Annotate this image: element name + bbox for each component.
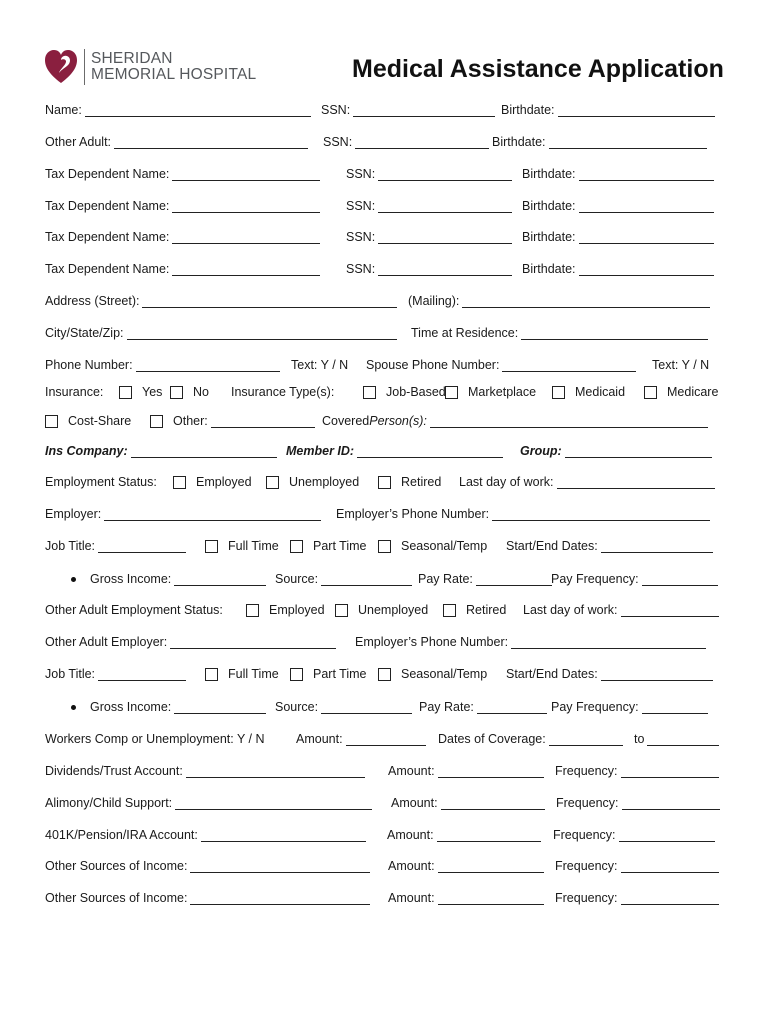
covered-persons-field[interactable] [430,414,708,428]
other-adult-part-time-checkbox[interactable] [290,668,303,681]
dates-of-coverage-label: Dates of Coverage: [438,732,546,746]
medicaid-checkbox[interactable] [552,386,565,399]
other-insurance-checkbox[interactable] [150,415,163,428]
other-adult-start-end-dates-field[interactable] [601,667,713,681]
insurance-label: Insurance: [45,385,104,399]
birthdate-label: Birthdate: [522,230,576,244]
other-sources-2-frequency-field[interactable] [621,891,719,905]
workers-comp-label: Workers Comp or Unemployment: Y / N [45,732,265,746]
employer-label: Employer: [45,507,102,521]
spouse-text-yn-option[interactable]: Text: Y / N [652,358,710,372]
other-adult-source-field[interactable] [321,700,412,714]
other-adult-seasonal-temp-checkbox[interactable] [378,668,391,681]
row-other-adult [45,135,725,153]
no-label: No [193,385,209,399]
retirement-label: 401K/Pension/IRA Account: [45,828,198,842]
employed-checkbox[interactable] [173,476,186,489]
retirement-amount-field[interactable] [437,828,541,842]
other-adult-birthdate-field[interactable] [549,135,707,149]
row-phone [45,358,725,376]
seasonal-temp-checkbox[interactable] [378,540,391,553]
row-alimony [45,796,725,814]
tax-dependent-2-ssn-field[interactable] [378,199,512,213]
employment-status-label: Employment Status: [45,475,157,489]
birthdate-field[interactable] [558,103,715,117]
job-based-checkbox[interactable] [363,386,376,399]
unemployed-label: Unemployed [358,603,429,617]
seasonal-temp-label: Seasonal/Temp [401,539,488,553]
row-insurance-company [45,444,725,462]
row-other-adult-employer [45,635,725,653]
dividends-label: Dividends/Trust Account: [45,764,183,778]
covered-label: Covered [322,414,370,428]
retirement-frequency-field[interactable] [619,828,715,842]
tax-dependent-label: Tax Dependent Name: [45,167,170,181]
ins-company-field[interactable] [131,444,277,458]
tax-dependent-4-field[interactable] [172,262,320,276]
group-field[interactable] [565,444,712,458]
retired-checkbox[interactable] [378,476,391,489]
tax-dependent-1-field[interactable] [172,167,320,181]
row-insurance [45,385,725,403]
coverage-end-field[interactable] [647,732,719,746]
tax-dependent-3-ssn-field[interactable] [378,230,512,244]
medicare-label: Medicare [667,385,719,399]
full-time-label: Full Time [228,539,279,553]
logo-divider [84,49,85,85]
retired-label: Retired [466,603,507,617]
row-workers-comp [45,732,725,750]
other-sources-1-frequency-field[interactable] [621,859,719,873]
bullet-icon [71,577,76,582]
other-adult-pay-frequency-field[interactable] [642,700,708,714]
row-other-adult-job-title [45,667,725,685]
other-insurance-field[interactable] [211,414,315,428]
other-sources-label: Other Sources of Income: [45,859,188,873]
pay-rate-field[interactable] [476,572,552,586]
tax-dependent-2-birthdate-field[interactable] [579,199,714,213]
logo-line-2: MEMORIAL HOSPITAL [91,66,257,83]
amount-label: Amount: [388,859,435,873]
row-tax-dependent-2 [45,199,725,217]
row-address [45,294,725,312]
row-employment-status [45,475,725,493]
spouse-phone-label: Spouse Phone Number: [366,358,500,372]
retirement-field[interactable] [201,828,366,842]
alimony-frequency-field[interactable] [622,796,720,810]
logo-text [91,51,256,83]
phone-number-label: Phone Number: [45,358,133,372]
birthdate-label: Birthdate: [522,167,576,181]
job-based-label: Job-Based [386,385,446,399]
other-adult-employer-phone-field[interactable] [511,635,706,649]
gross-income-label: Gross Income: [90,572,172,586]
member-id-label: Member ID: [286,444,355,458]
full-time-checkbox[interactable] [205,540,218,553]
ssn-label: SSN: [321,103,351,117]
amount-label: Amount: [388,891,435,905]
frequency-label: Frequency: [555,891,618,905]
ssn-label: SSN: [323,135,353,149]
employer-phone-label: Employer’s Phone Number: [355,635,509,649]
member-id-field[interactable] [357,444,503,458]
alimony-label: Alimony/Child Support: [45,796,173,810]
alimony-amount-field[interactable] [441,796,545,810]
insurance-yes-checkbox[interactable] [119,386,132,399]
last-day-label: Last day of work: [459,475,554,489]
job-title-label: Job Title: [45,667,96,681]
tax-dependent-label: Tax Dependent Name: [45,199,170,213]
gross-income-label: Gross Income: [90,700,172,714]
tax-dependent-3-birthdate-field[interactable] [579,230,714,244]
insurance-no-checkbox[interactable] [170,386,183,399]
ssn-label: SSN: [346,262,376,276]
row-gross-income [45,572,725,590]
unemployed-label: Unemployed [289,475,360,489]
source-label: Source: [275,572,319,586]
part-time-label: Part Time [313,539,367,553]
amount-label: Amount: [296,732,343,746]
row-other-sources-2 [45,891,725,909]
ssn-field[interactable] [353,103,495,117]
last-day-label: Last day of work: [523,603,618,617]
medicaid-label: Medicaid [575,385,626,399]
row-other-adult-gross-income [45,700,725,718]
text-yn-option[interactable]: Text: Y / N [291,358,349,372]
ssn-label: SSN: [346,167,376,181]
other-sources-1-amount-field[interactable] [438,859,544,873]
medicare-checkbox[interactable] [644,386,657,399]
other-label: Other: [173,414,208,428]
pay-frequency-field[interactable] [642,572,718,586]
job-title-label: Job Title: [45,539,96,553]
frequency-label: Frequency: [555,859,618,873]
employed-label: Employed [196,475,252,489]
mailing-label: (Mailing): [408,294,460,308]
birthdate-label: Birthdate: [522,262,576,276]
name-label: Name: [45,103,82,117]
other-adult-employed-checkbox[interactable] [246,604,259,617]
employer-phone-field[interactable] [492,507,710,521]
other-adult-last-day-field[interactable] [621,603,719,617]
other-adult-field[interactable] [114,135,308,149]
tax-dependent-4-birthdate-field[interactable] [579,262,714,276]
other-adult-pay-rate-field[interactable] [477,700,547,714]
other-adult-retired-checkbox[interactable] [443,604,456,617]
insurance-types-label: Insurance Type(s): [231,385,335,399]
spouse-phone-field[interactable] [502,358,636,372]
start-end-dates-label: Start/End Dates: [506,539,598,553]
frequency-label: Frequency: [553,828,616,842]
tax-dependent-label: Tax Dependent Name: [45,230,170,244]
start-end-dates-label: Start/End Dates: [506,667,598,681]
city-state-zip-label: City/State/Zip: [45,326,124,340]
employer-field[interactable] [104,507,321,521]
ins-company-label: Ins Company: [45,444,128,458]
other-adult-employer-label: Other Adult Employer: [45,635,168,649]
retired-label: Retired [401,475,442,489]
other-sources-2-field[interactable] [190,891,370,905]
tax-dependent-2-field[interactable] [172,199,320,213]
seasonal-temp-label: Seasonal/Temp [401,667,488,681]
dividends-frequency-field[interactable] [621,764,719,778]
tax-dependent-1-birthdate-field[interactable] [579,167,714,181]
last-day-field[interactable] [557,475,715,489]
row-tax-dependent-1 [45,167,725,185]
employed-label: Employed [269,603,325,617]
phone-number-field[interactable] [136,358,280,372]
frequency-label: Frequency: [555,764,618,778]
time-at-residence-field[interactable] [521,326,708,340]
ssn-label: SSN: [346,230,376,244]
gross-income-field[interactable] [174,572,266,586]
birthdate-label: Birthdate: [501,103,555,117]
other-adult-gross-income-field[interactable] [174,700,266,714]
bullet-icon [71,705,76,710]
unemployed-checkbox[interactable] [266,476,279,489]
marketplace-label: Marketplace [468,385,537,399]
row-other-adult-employment-status [45,603,725,621]
alimony-field[interactable] [175,796,372,810]
dividends-amount-field[interactable] [438,764,544,778]
source-label: Source: [275,700,319,714]
start-end-dates-field[interactable] [601,539,713,553]
persons-label: Person(s): [369,414,427,428]
pay-rate-label: Pay Rate: [418,572,473,586]
mailing-field[interactable] [462,294,710,308]
pay-frequency-label: Pay Frequency: [551,572,639,586]
row-dividends [45,764,725,782]
group-label: Group: [520,444,562,458]
other-adult-employment-status-label: Other Adult Employment Status: [45,603,223,617]
address-street-field[interactable] [142,294,397,308]
row-city-state-zip [45,326,725,344]
other-adult-full-time-checkbox[interactable] [205,668,218,681]
workers-comp-amount-field[interactable] [346,732,426,746]
tax-dependent-label: Tax Dependent Name: [45,262,170,276]
part-time-label: Part Time [313,667,367,681]
amount-label: Amount: [387,828,434,842]
row-tax-dependent-3 [45,230,725,248]
pay-frequency-label: Pay Frequency: [551,700,639,714]
other-sources-1-field[interactable] [190,859,370,873]
birthdate-label: Birthdate: [492,135,546,149]
row-tax-dependent-4 [45,262,725,280]
employer-phone-label: Employer’s Phone Number: [336,507,490,521]
cost-share-checkbox[interactable] [45,415,58,428]
pay-rate-label: Pay Rate: [419,700,474,714]
tax-dependent-3-field[interactable] [172,230,320,244]
other-sources-label: Other Sources of Income: [45,891,188,905]
marketplace-checkbox[interactable] [445,386,458,399]
job-title-field[interactable] [98,539,186,553]
other-adult-employer-field[interactable] [170,635,336,649]
address-street-label: Address (Street): [45,294,140,308]
other-adult-ssn-field[interactable] [355,135,489,149]
row-employer [45,507,725,525]
tax-dependent-4-ssn-field[interactable] [378,262,512,276]
birthdate-label: Birthdate: [522,199,576,213]
coverage-start-field[interactable] [549,732,623,746]
part-time-checkbox[interactable] [290,540,303,553]
cost-share-label: Cost-Share [68,414,132,428]
tax-dependent-1-ssn-field[interactable] [378,167,512,181]
other-adult-job-title-field[interactable] [98,667,186,681]
frequency-label: Frequency: [556,796,619,810]
source-field[interactable] [321,572,412,586]
other-adult-label: Other Adult: [45,135,112,149]
row-retirement [45,828,725,846]
yes-label: Yes [142,385,163,399]
other-adult-unemployed-checkbox[interactable] [335,604,348,617]
row-other-sources-1 [45,859,725,877]
dividends-field[interactable] [186,764,365,778]
other-sources-2-amount-field[interactable] [438,891,544,905]
heart-logo-icon [44,48,78,86]
name-field[interactable] [85,103,311,117]
row-job-title [45,539,725,557]
amount-label: Amount: [391,796,438,810]
row-cost-share [45,414,725,432]
to-label: to [634,732,645,746]
row-name [45,103,725,121]
amount-label: Amount: [388,764,435,778]
page-title: Medical Assistance Application [352,55,724,83]
city-state-zip-field[interactable] [127,326,397,340]
full-time-label: Full Time [228,667,279,681]
hospital-logo [44,45,256,89]
logo-line-1: SHERIDAN [91,50,173,67]
ssn-label: SSN: [346,199,376,213]
time-at-residence-label: Time at Residence: [411,326,519,340]
